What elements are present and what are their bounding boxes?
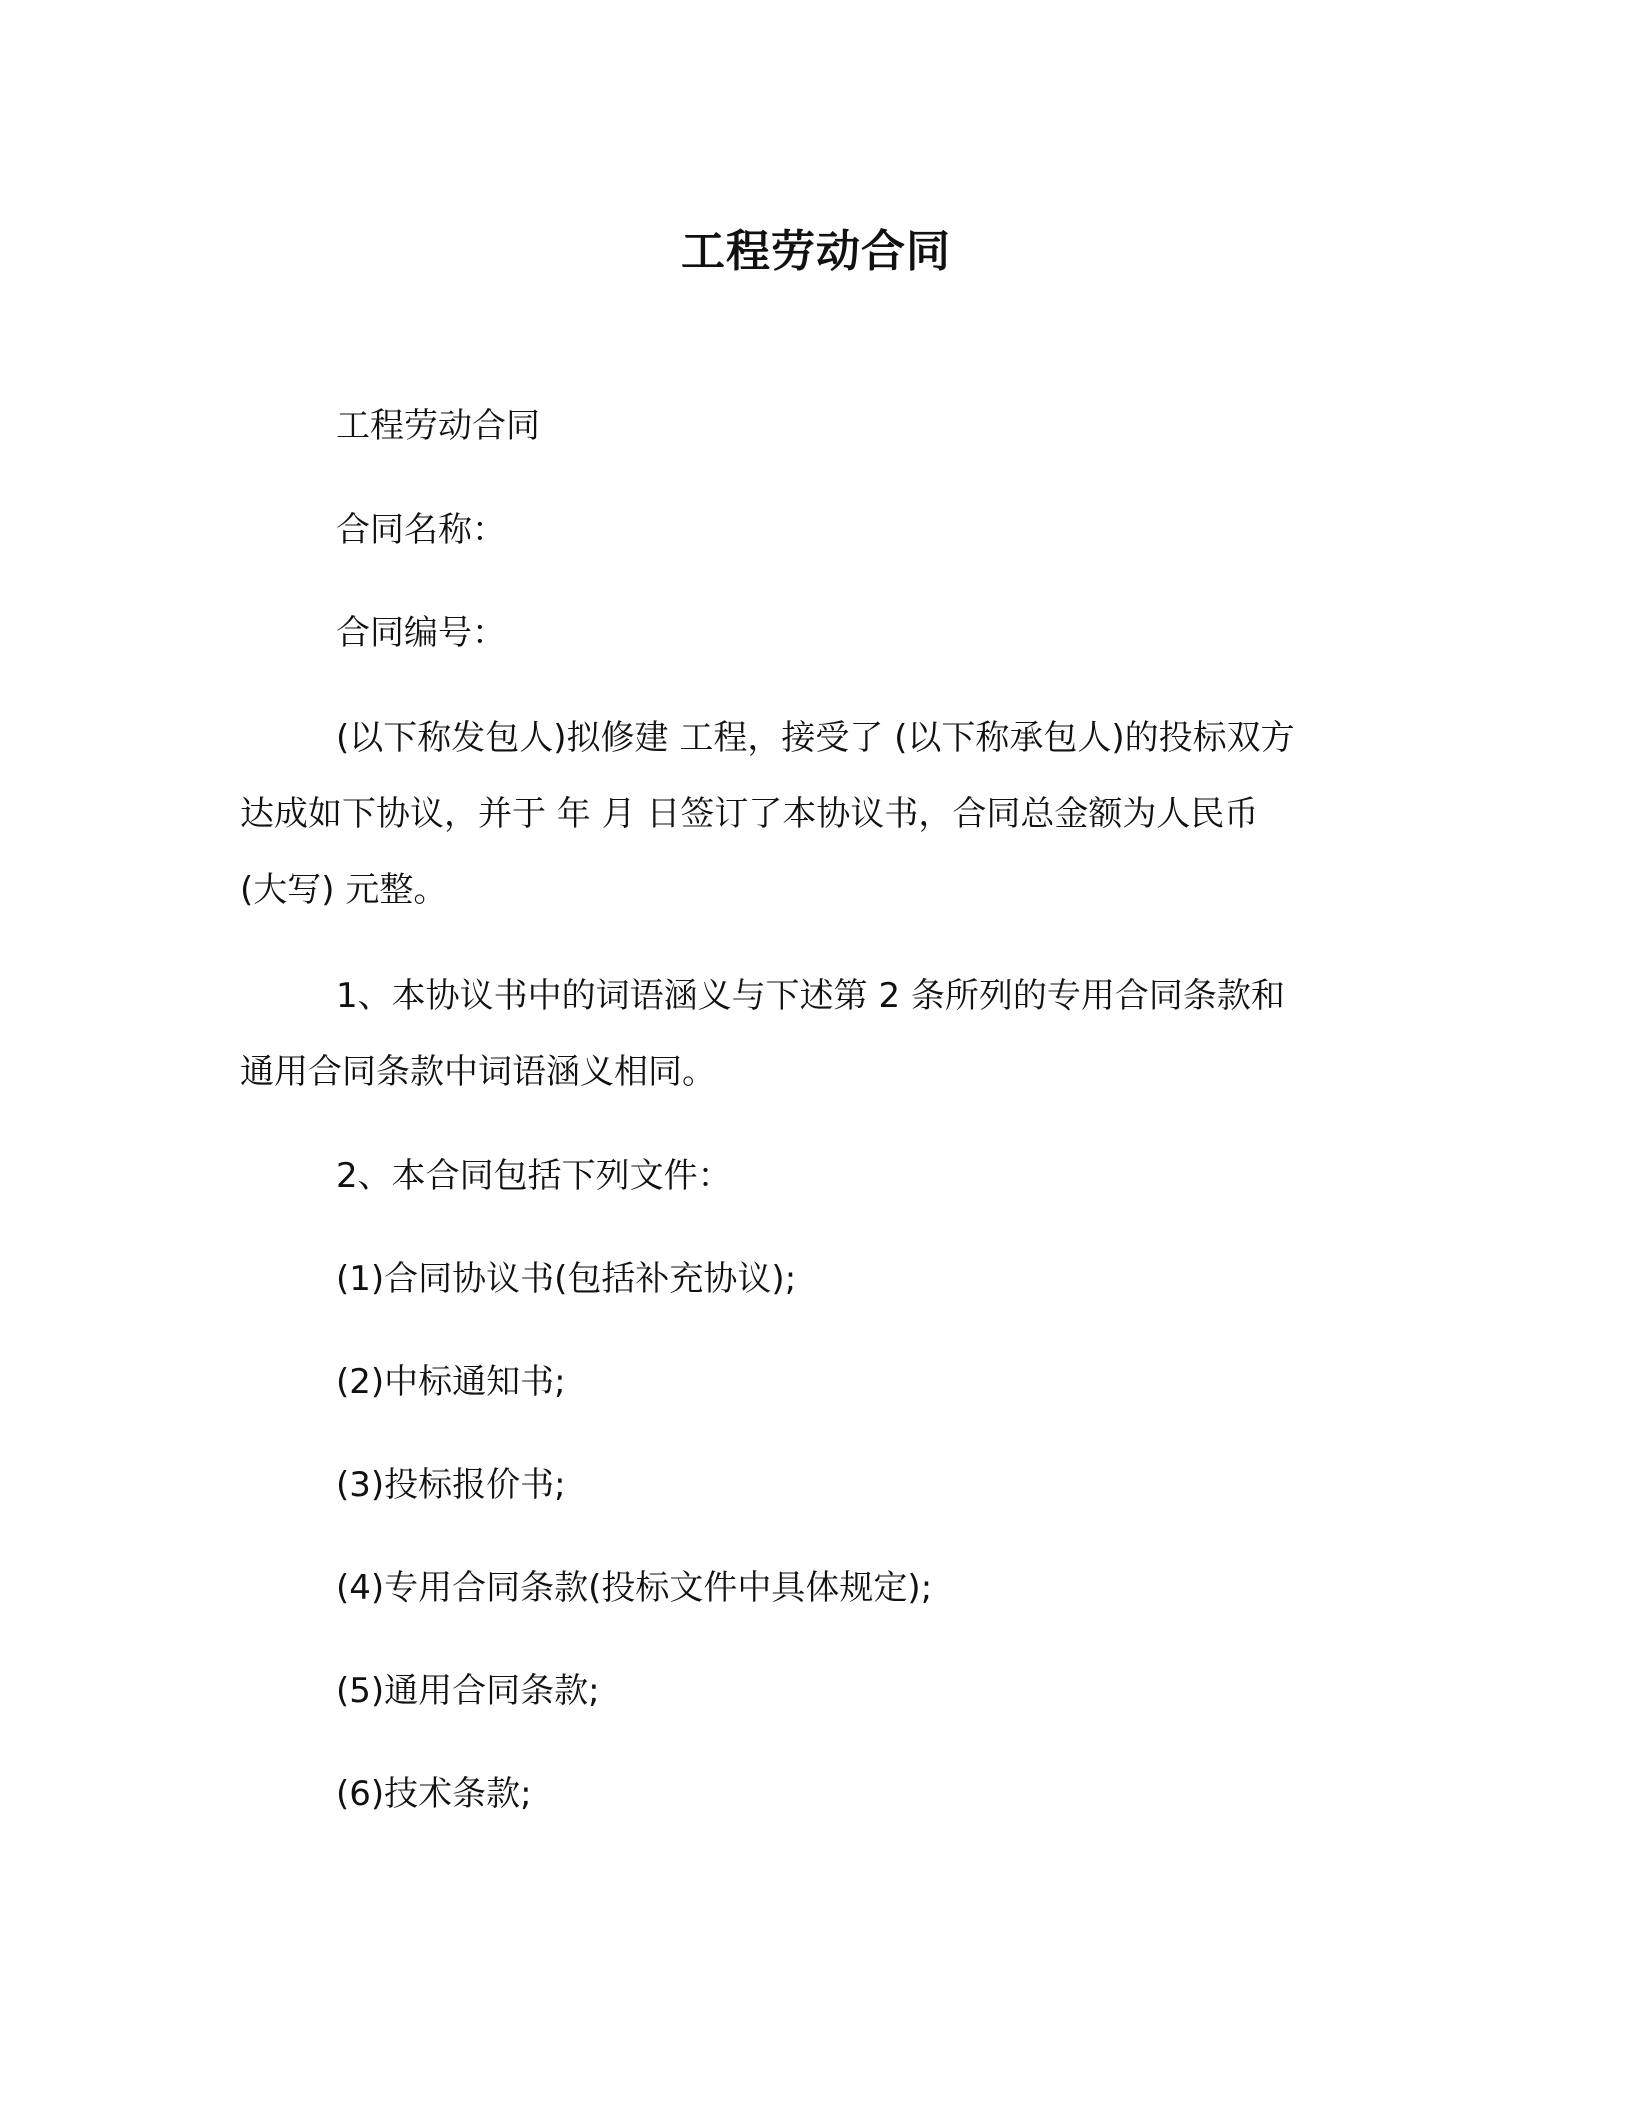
clause-1-paragraph <box>240 958 1372 1110</box>
clause-2-heading: 2、本合同包括下列文件： <box>336 1156 732 1196</box>
intro-paragraph <box>240 700 1372 928</box>
contract-name-label: 合同名称： <box>336 510 506 550</box>
clause-1-line-1: 1、本协议书中的词语涵义与下述第 2 条所列的专用合同条款和 <box>336 976 1285 1016</box>
document-title: 工程劳动合同 <box>681 226 951 277</box>
document-list-item: (2)中标通知书; <box>336 1362 566 1402</box>
document-list-item: (5)通用合同条款; <box>336 1671 600 1711</box>
intro-line-2: 达成如下协议，并于 年 月 日签订了本协议书，合同总金额为人民币 <box>240 794 1259 834</box>
intro-line-1: (以下称发包人)拟修建 工程，接受了 (以下称承包人)的投标双方 <box>336 718 1295 758</box>
clause-1-line-2: 通用合同条款中词语涵义相同。 <box>240 1052 716 1092</box>
contract-number-label: 合同编号： <box>336 613 506 653</box>
intro-line-3: (大写) 元整。 <box>240 870 448 910</box>
document-list-item: (1)合同协议书(包括补充协议); <box>336 1259 797 1299</box>
document-list-item: (3)投标报价书; <box>336 1465 566 1505</box>
document-list-item: (4)专用合同条款(投标文件中具体规定); <box>336 1568 933 1608</box>
document-list-item: (6)技术条款; <box>336 1774 532 1814</box>
document-subtitle: 工程劳动合同 <box>336 406 540 446</box>
